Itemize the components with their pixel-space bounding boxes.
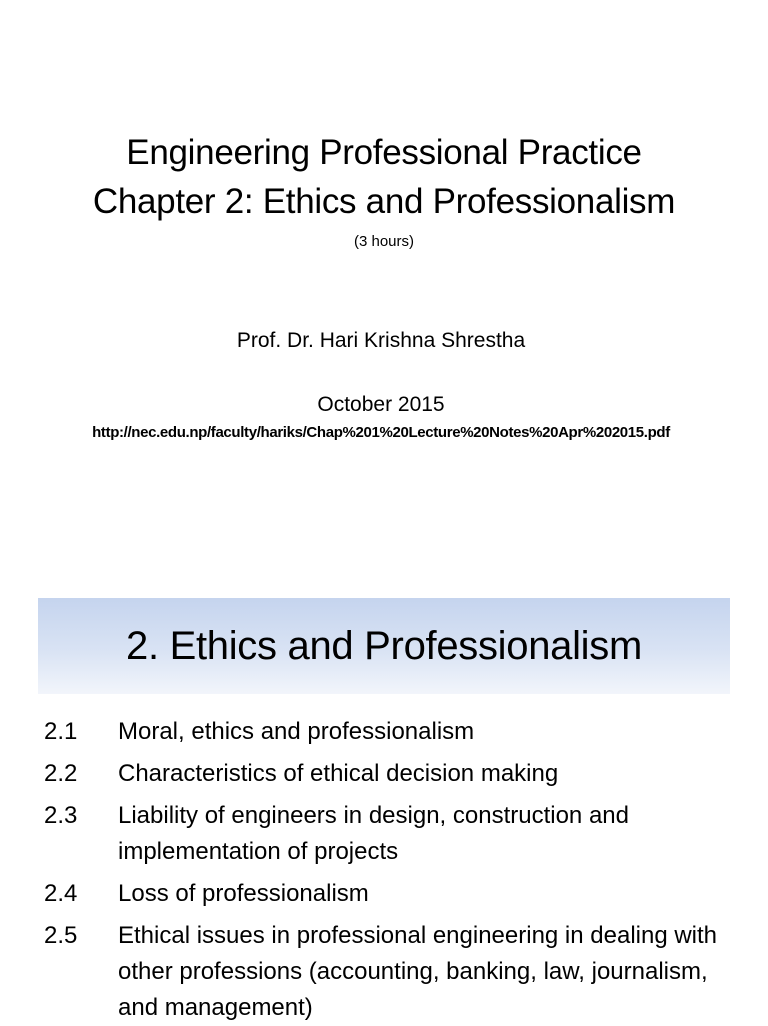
author-name: Prof. Dr. Hari Krishna Shrestha — [236, 329, 526, 352]
item-text: Loss of professionalism — [118, 880, 369, 907]
list-item — [0, 798, 768, 870]
section-heading: 2. Ethics and Professionalism — [126, 624, 642, 668]
list-item — [0, 714, 768, 750]
item-number: 2.4 — [44, 880, 78, 907]
item-text: Moral, ethics and professionalism — [118, 718, 475, 745]
chapter-title: Chapter 2: Ethics and Professionalism — [92, 182, 676, 221]
item-number: 2.2 — [44, 760, 78, 787]
heading-band — [38, 598, 730, 694]
item-text: Ethical issues in professional engineering in dealing with other professions (accounting, banking, law, journalism, and management) — [118, 922, 718, 1021]
presentation-date: October 2015 — [317, 393, 445, 416]
list-item — [0, 876, 768, 912]
item-text: Characteristics of ethical decision making — [118, 760, 559, 787]
item-number: 2.5 — [44, 922, 78, 949]
item-text: Liability of engineers in design, construction and implementation of projects — [118, 802, 629, 865]
item-number: 2.3 — [44, 802, 78, 829]
contents-list — [0, 714, 768, 1026]
presentation-title: Engineering Professional Practice — [126, 133, 642, 172]
list-item — [0, 756, 768, 792]
item-number: 2.1 — [44, 718, 78, 745]
contents-slide — [0, 580, 768, 1024]
source-url: http://nec.edu.np/faculty/hariks/Chap%201%20Lecture%20Notes%20Apr%202015.pdf — [92, 424, 670, 441]
duration-label: (3 hours) — [353, 233, 415, 250]
list-item — [0, 918, 768, 1026]
